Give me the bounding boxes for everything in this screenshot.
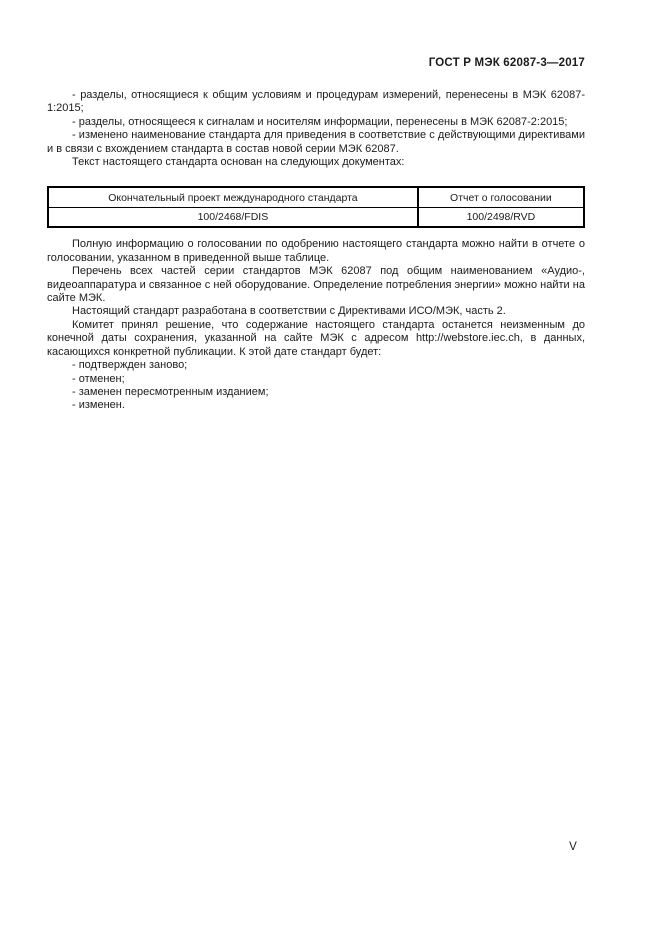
paragraph-directives: Настоящий стандарт разработана в соответствии с Директивами ИСО/МЭК, часть 2. [72, 305, 506, 318]
table-cell-fdis-number: 100/2468/FDIS [48, 207, 418, 227]
table-header-row [48, 187, 584, 207]
list-item-reconfirmed: - подтвержден заново; [72, 359, 188, 372]
document-body [47, 89, 585, 413]
page-header [47, 57, 585, 69]
list-item-replaced: - заменен пересмотренным изданием; [72, 385, 269, 398]
paragraph-based-on-documents: Текст настоящего стандарта основан на следующих документах: [72, 156, 405, 169]
paragraph-series-list: Перечень всех частей серии стандартов МЭК 62087 под общим наименованием «Аудио-, видеоаппаратура и связанное с ней оборудование. Определение потребления энергии» можно найти на сайте МЭК. [47, 265, 585, 305]
table-header-fdis: Окончательный проект международного стандарта [48, 187, 418, 207]
paragraph-sections-signals: - разделы, относящееся к сигналам и носителям информации, перенесены в МЭК 62087-2:2015; [72, 115, 568, 128]
list-item-amended: - изменен. [72, 399, 125, 412]
paragraph-title-change: - изменено наименование стандарта для приведения в соответствие с действующими директивами и в связи с вхождением стандарта в состав новой серии МЭК 62087. [47, 129, 585, 155]
paragraph-committee-decision: Комитет принял решение, что содержание настоящего стандарта останется неизменным до конечной даты сохранения, указанной на сайте МЭК с адресом http://webstore.iec.ch, в данных, касающихся конкретной публикации. К этой дате стандарт будет: [47, 318, 585, 358]
document-code: ГОСТ Р МЭК 62087-3—2017 [428, 57, 585, 69]
list-item-withdrawn: - отменен; [72, 372, 125, 385]
paragraph-voting-info: Полную информацию о голосовании по одобрению настоящего стандарта можно найти в отчете о голосовании, указанном в приведенной выше таблице. [47, 238, 585, 264]
paragraph-sections-measurements: - разделы, относящиеся к общим условиям и процедурам измерений, перенесены в МЭК 62087-1:2015; [47, 89, 585, 115]
table-cell-rvd-number: 100/2498/RVD [418, 207, 584, 227]
page-number: V [569, 841, 577, 853]
table-row [48, 207, 584, 227]
voting-documents-table [47, 186, 585, 228]
table-header-voting-report: Отчет о голосовании [418, 187, 584, 207]
